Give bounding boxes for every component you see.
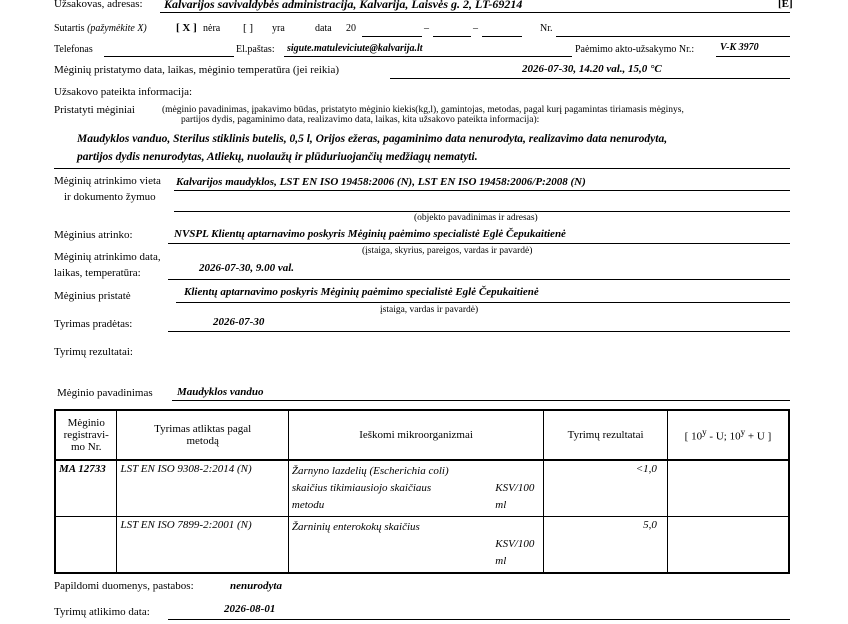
contract-date-label: data xyxy=(315,23,332,34)
samples-hint2: partijos dydis, pagaminimo data, realizavimo data, laikas, kita užsakovo pateikta informacija): xyxy=(181,115,540,125)
customer-value: Kalvarijos savivaldybės administracija, Kalvarija, Laisvės g. 2, LT-69214 xyxy=(164,0,523,11)
results-table-header xyxy=(55,410,789,460)
contract-none-label: nėra xyxy=(203,23,221,34)
contract-date-line1 xyxy=(362,36,422,37)
samples-desc1: Maudyklos vanduo, Sterilus stiklinis butelis, 0,5 l, Orijos ežeras, pagaminimo data nenurodyta, realizavimo data nenurodyta, xyxy=(77,133,668,145)
results-label: Tyrimų rezultatai: xyxy=(54,346,133,358)
sampling-date-label2: laikas, temperatūra: xyxy=(54,267,141,279)
delivered-by-label: Mėginius pristatė xyxy=(54,290,131,302)
row-unit: KSV/100 xyxy=(495,482,535,494)
customer-code: [E] xyxy=(778,0,793,10)
row-uncertainty xyxy=(667,460,789,517)
table-row xyxy=(55,517,789,574)
email-label: El.paštas: xyxy=(236,44,275,55)
sampling-place-line2 xyxy=(174,211,790,212)
header-results: Tyrimų rezultatai xyxy=(544,410,668,460)
contract-dash1: – xyxy=(424,23,429,34)
row-method: LST EN ISO 9308-2:2014 (N) xyxy=(117,460,288,517)
email-line xyxy=(284,56,572,57)
samples-desc2: partijos dydis nenurodytas, Atliekų, nuolaužų ir plūduriuojančių medžiagų nematyti. xyxy=(77,151,478,163)
test-start-value: 2026-07-30 xyxy=(213,316,265,328)
header-method: Tyrimas atliktas pagal metodą xyxy=(117,410,288,460)
contract-no-label: Nr. xyxy=(540,23,553,34)
completion-label: Tyrimų atlikimo data: xyxy=(54,606,150,618)
customer-underline xyxy=(160,12,790,13)
contract-none-checkbox[interactable]: [ X ] xyxy=(176,22,197,34)
contract-exists-label: yra xyxy=(272,23,285,34)
delivered-by-hint: įstaiga, vardas ir pavardė) xyxy=(380,305,479,315)
phone-label: Telefonas xyxy=(54,44,93,55)
header-registration-no: Mėginio registravi- mo Nr. xyxy=(55,410,117,460)
contract-date-line3 xyxy=(482,36,522,37)
info-label: Užsakovo pateikta informacija: xyxy=(54,86,193,98)
row-microorganism: Žarnyno lazdelių (Escherichia coli) skaičius tikimiausiojo skaičiaus metodu KSV/100 ml xyxy=(288,460,543,517)
delivery-value: 2026-07-30, 14.20 val., 15,0 °C xyxy=(522,63,662,75)
contract-row xyxy=(54,23,147,34)
email-value: sigute.matuleviciute@kalvarija.lt xyxy=(287,43,423,54)
sampler-label: Mėginius atrinko: xyxy=(54,229,133,241)
completion-line xyxy=(168,619,790,620)
sampling-place-value: Kalvarijos maudyklos, LST EN ISO 19458:2006 (N), LST EN ISO 19458:2006/P:2008 (N) xyxy=(176,176,586,188)
contract-hint: (pažymėkite X) xyxy=(87,23,147,34)
order-label: Paėmimo akto-užsakymo Nr.: xyxy=(575,44,695,55)
sampler-value: NVSPL Klientų aptarnavimo poskyris Mėginių paėmimo specialistė Eglė Čepukaitienė xyxy=(174,228,566,240)
contract-exists-checkbox[interactable]: [ ] xyxy=(243,22,254,34)
sampler-line xyxy=(168,243,790,244)
delivered-by-value: Klientų aptarnavimo poskyris Mėginių paėmimo specialistė Eglė Čepukaitienė xyxy=(184,286,539,298)
sampling-date-value: 2026-07-30, 9.00 val. xyxy=(199,262,295,274)
customer-label: Užsakovas, adresas: xyxy=(54,0,143,10)
delivered-by-line xyxy=(176,302,790,303)
sampling-place-line1 xyxy=(174,190,790,191)
sample-name-label: Mėginio pavadinimas xyxy=(57,387,153,399)
results-table xyxy=(54,409,790,574)
sampling-place-label2: ir dokumento žymuo xyxy=(64,191,156,203)
delivery-label: Mėginių pristatymo data, laikas, mėginio temperatūra (jei reikia) xyxy=(54,64,339,76)
row-method: LST EN ISO 7899-2:2001 (N) xyxy=(117,517,288,574)
row-unit: KSV/100 xyxy=(495,538,535,550)
contract-date-line2 xyxy=(433,36,471,37)
sampling-date-label1: Mėginių atrinkimo data, xyxy=(54,251,161,263)
header-uncertainty: [ 10$^y$ - U; $10^y + U$ ] xyxy=(667,410,789,460)
sampling-place-hint: (objekto pavadinimas ir adresas) xyxy=(414,213,538,223)
samples-label: Pristatyti mėginiai xyxy=(54,104,135,116)
samples-hint1: (mėginio pavadinimas, įpakavimo būdas, pristatyto mėginio kiekis(kg,l), gamintojas, metodas, pagal kurį pagamintas tiriamasis mėginys, xyxy=(162,105,684,115)
contract-no-line xyxy=(556,36,790,37)
row-registration-no xyxy=(55,517,117,574)
header-microorganisms: Ieškomi mikroorganizmai xyxy=(288,410,543,460)
completion-value: 2026-08-01 xyxy=(224,603,276,615)
sampler-hint: (įstaiga, skyrius, pareigos, vardas ir pavardė) xyxy=(362,246,533,256)
row-uncertainty xyxy=(667,517,789,574)
sampling-date-line xyxy=(168,279,790,280)
contract-year: 20 xyxy=(346,23,356,34)
row-registration-no: MA 12733 xyxy=(55,460,117,517)
notes-label: Papildomi duomenys, pastabos: xyxy=(54,580,194,592)
test-start-label: Tyrimas pradėtas: xyxy=(54,318,133,330)
sampling-place-label1: Mėginių atrinkimo vieta xyxy=(54,175,161,187)
contract-dash2: – xyxy=(473,23,478,34)
test-start-line xyxy=(168,331,790,332)
order-no: V-K 3970 xyxy=(720,42,759,53)
sample-name-line xyxy=(172,400,790,401)
row-result: <1,0 xyxy=(544,460,668,517)
samples-line xyxy=(54,168,790,169)
phone-line xyxy=(104,56,234,57)
contract-label: Sutartis xyxy=(54,23,85,34)
row-microorganism: Žarninių enterokokų skaičius KSV/100 ml xyxy=(288,517,543,574)
delivery-line xyxy=(390,78,790,79)
order-line xyxy=(716,56,790,57)
notes-value: nenurodyta xyxy=(230,580,282,592)
sample-name-value: Maudyklos vanduo xyxy=(177,386,264,398)
row-result: 5,0 xyxy=(544,517,668,574)
table-row xyxy=(55,460,789,517)
